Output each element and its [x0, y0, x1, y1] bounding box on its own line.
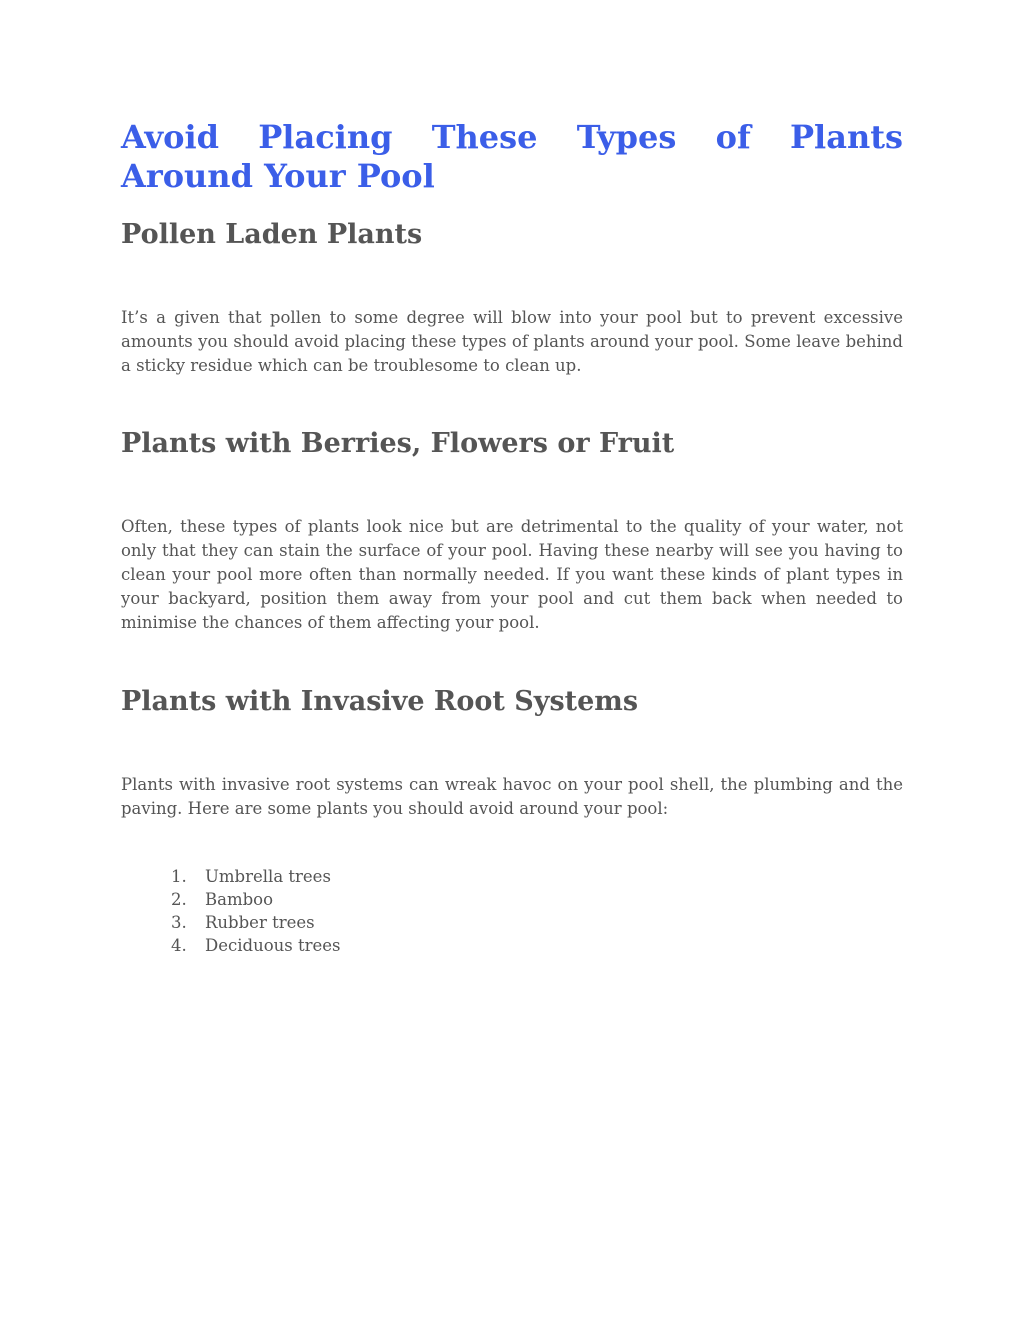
list-item-text: Deciduous trees: [205, 936, 341, 955]
section-body-invasive-root-systems: Plants with invasive root systems can wreak havoc on your pool shell, the plumbing and the paving. Here are some plants you should avoid around your pool:: [121, 775, 903, 818]
list-item-number: 1.: [171, 867, 187, 886]
document-title: Avoid Placing These Types of Plants Around Your Pool: [121, 118, 903, 195]
plant-list: [121, 865, 903, 957]
list-item-number: 2.: [171, 890, 187, 909]
list-item-number: 4.: [171, 936, 187, 955]
section-heading-pollen-laden-plants: Pollen Laden Plants: [121, 219, 423, 250]
list-item: [121, 888, 903, 911]
list-item-text: Umbrella trees: [205, 867, 331, 886]
list-item-number: 3.: [171, 913, 187, 932]
section-body-berries-flowers-fruit: Often, these types of plants look nice but are detrimental to the quality of your water, not only that they can stain the surface of your pool. Having these nearby will see you having to clean your pool more often than normally needed. If you want these kinds of plant types in your backyard, position them away from your pool and cut them back when needed to minimise the chances of them affecting your pool.: [121, 517, 903, 632]
section-heading-berries-flowers-fruit: Plants with Berries, Flowers or Fruit: [121, 428, 675, 459]
list-item: [121, 934, 903, 957]
list-item-text: Rubber trees: [205, 913, 315, 932]
list-item-text: Bamboo: [205, 890, 274, 909]
section-body-pollen-laden-plants: It’s a given that pollen to some degree will blow into your pool but to prevent excessive amounts you should avoid placing these types of plants around your pool. Some leave behind a sticky residue which can be troublesome to clean up.: [121, 308, 903, 375]
list-item: [121, 911, 903, 934]
list-item: [121, 865, 903, 888]
document-page: [121, 118, 903, 957]
section-heading-invasive-root-systems: Plants with Invasive Root Systems: [121, 686, 639, 717]
